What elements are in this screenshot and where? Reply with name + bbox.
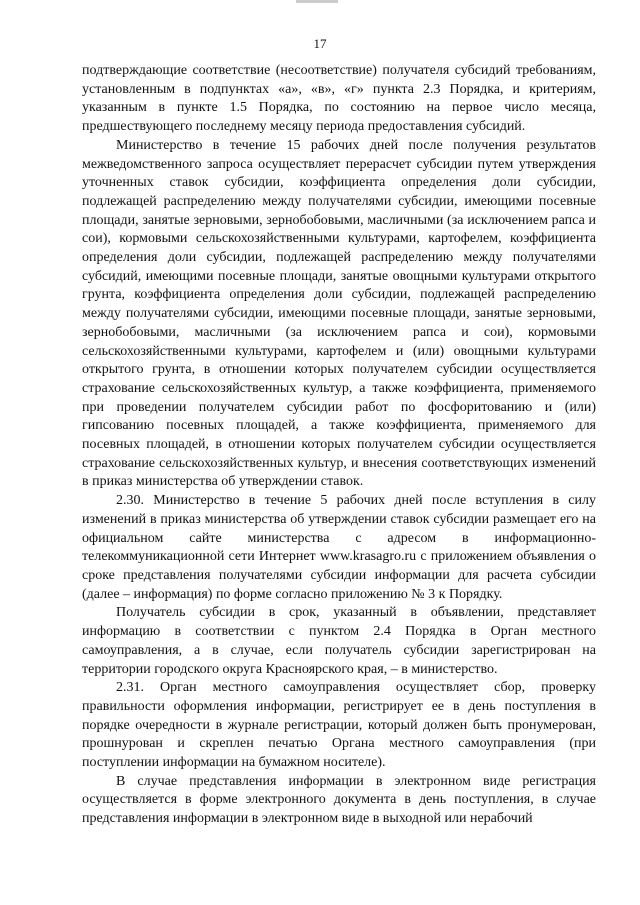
document-body: [82, 62, 596, 829]
paragraph-2-31: 2.31. Орган местного самоуправления осуществляет сбор, проверку правильности оформления информации, регистрирует ее в день поступления в порядке очередности в журнале регистрации, который должен быть пронумерован, прошнурован и скреплен печатью Органа местного самоуправления (при поступлении информации на бумажном носителе).: [82, 680, 596, 771]
paragraph-ministry-recalculation: Министерство в течение 15 рабочих дней после получения результатов межведомственного запроса осуществляет перерасчет субсидии путем утверждения уточненных ставок субсидии, коэффициента определения доли субсидии, подлежащей распределению между получателями субсидии, имеющими посевные площади, занятые зерновыми, зернобобовыми, масличными (за исключением рапса и сои), кормовыми сельскохозяйственными культурами, картофелем, коэффициента определения доли субсидии, подлежащей распределению между получателями субсидий, имеющими посевные площади, занятые овощными культурами открытого грунта, коэффициента определения доли субсидии, подлежащей распределению между получателями субсидии, имеющими посевные площади, занятые зерновыми, зернобобовыми, масличными (за исключением рапса и сои), кормовыми сельскохозяйственными культурами, картофелем и (или) овощными культурами открытого грунта, в отношении которых получателем субсидии осуществляется страхование сельскохозяйственных культур, а также коэффициента, применяемого при проведении получателем субсидии работ по фосфоритованию и (или) гипсованию посевных площадей, а также коэффициента, применяемого для посевных площадей, в отношении которых получателем субсидии осуществляется страхование сельскохозяйственных культур, и внесения соответствующих изменений в приказ министерства об утверждении ставок.: [82, 137, 596, 490]
paragraph-2-30: 2.30. Министерство в течение 5 рабочих дней после вступления в силу изменений в приказ министерства об утверждении ставок субсидии размещает его на официальном сайте министерства с адресом в информационно-телекоммуникационной сети Интернет www.krasagro.ru с приложением объявления о сроке представления получателями субсидии информации для расчета субсидии (далее – информация) по форме согласно приложению № 3 к Порядку.: [82, 493, 596, 602]
paragraph-electronic-registration: В случае представления информации в электронном виде регистрация осуществляется в форме электронного документа в день поступления, в случае представления информации в электронном виде в выходной или нерабочий: [82, 773, 596, 827]
page-number: 17: [313, 36, 327, 51]
paragraph-recipient-submits: Получатель субсидии в срок, указанный в объявлении, представляет информацию в соответствии с пунктом 2.4 Порядка в Орган местного самоуправления, а в случае, если получатель субсидии зарегистрирован на территории городского округа Красноярского края, – в министерство.: [82, 605, 596, 677]
paragraph-continuation: подтверждающие соответствие (несоответствие) получателя субсидий требованиям, установленным в подпунктах «а», «в», «г» пункта 2.3 Порядка, и критериям, указанным в пункте 1.5 Порядка, по состоянию на первое число месяца, предшествующего последнему месяцу периода предоставления субсидий.: [82, 63, 596, 135]
scan-artifact: [296, 0, 338, 3]
